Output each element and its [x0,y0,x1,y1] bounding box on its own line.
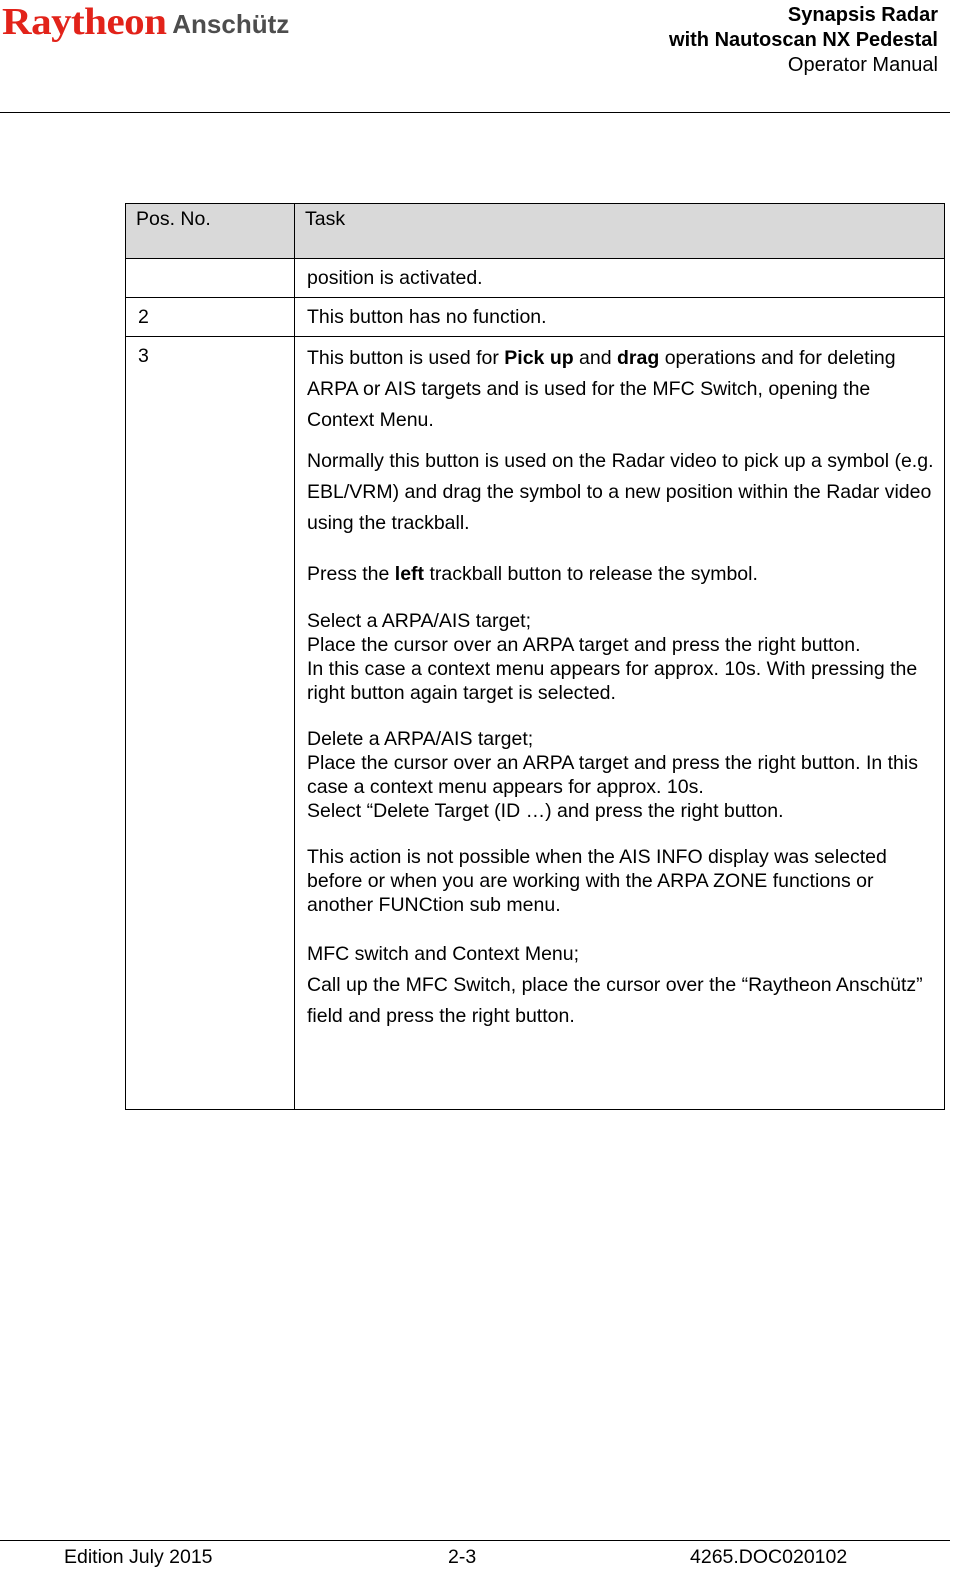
task-paragraph-select [307,609,934,705]
table-row [126,259,945,298]
text-line: Place the cursor over an ARPA target and press the right button. In this case a context menu appears for approx. 10s. [307,752,918,798]
text-run: This button is used for [307,347,505,369]
text-line: Select “Delete Target (ID …) and press the right button. [307,800,784,822]
bold-pick-up: Pick up [504,347,574,369]
text-run: and [573,347,618,369]
text-line: MFC switch and Context Menu; [307,943,580,965]
column-header-task: Task [295,204,945,259]
task-table [125,203,945,1110]
company-logo [2,2,289,42]
footer-page-number: 2-3 [448,1546,477,1568]
table-row [126,298,945,337]
text-run: Press the [307,563,395,585]
footer-edition: Edition July 2015 [64,1546,213,1568]
logo-brand: Raytheon [2,1,167,43]
text-run: trackball button to release the symbol. [424,563,758,585]
task-paragraph-normally: Normally this button is used on the Radar video to pick up a symbol (e.g. EBL/VRM) and drag the symbol to a new position within the Radar video using the trackball. [307,450,934,534]
bold-drag: drag [617,347,660,369]
task-text: position is activated. [307,267,483,289]
task-paragraph-pickup [307,343,934,436]
row-task [295,337,945,1110]
logo-sub: Anschütz [172,9,290,39]
text-line: Select a ARPA/AIS target; [307,610,532,632]
text-line: Call up the MFC Switch, place the cursor over the “Raytheon Anschütz” field and press the right button. [307,974,923,1027]
task-paragraph-mfc [307,939,934,1032]
table-row [126,337,945,1110]
footer-rule [0,1540,950,1541]
row-pos: 2 [126,298,295,337]
row-pos: 3 [126,337,295,1110]
table-header-row [126,204,945,259]
text-line: Delete a ARPA/AIS target; [307,728,534,750]
header-rule [0,112,950,113]
header-doc-type: Operator Manual [787,54,938,76]
task-text: This button has no function. [307,306,547,328]
text-line: In this case a context menu appears for approx. 10s. With pressing the right button again target is selected. [307,658,918,704]
task-paragraph-delete [307,727,934,823]
task-paragraph-release [307,561,934,587]
row-pos [126,259,295,298]
task-paragraph-restriction: This action is not possible when the AIS INFO display was selected before or when you are working with the ARPA ZONE functions or another FUNCtion sub menu. [307,846,887,916]
row-task [295,259,945,298]
column-header-pos: Pos. No. [126,204,295,259]
bold-left: left [394,563,425,585]
header-subtitle: with Nautoscan NX Pedestal [669,29,938,51]
row-task [295,298,945,337]
header-title: Synapsis Radar [787,4,938,26]
footer-doc-id: 4265.DOC020102 [690,1546,848,1568]
text-run: operations and for deleting ARPA or AIS targets and is used for the MFC Switch, opening the Context Menu. [307,347,896,431]
text-line: Place the cursor over an ARPA target and press the right button. [307,634,861,656]
document-header [669,3,938,78]
